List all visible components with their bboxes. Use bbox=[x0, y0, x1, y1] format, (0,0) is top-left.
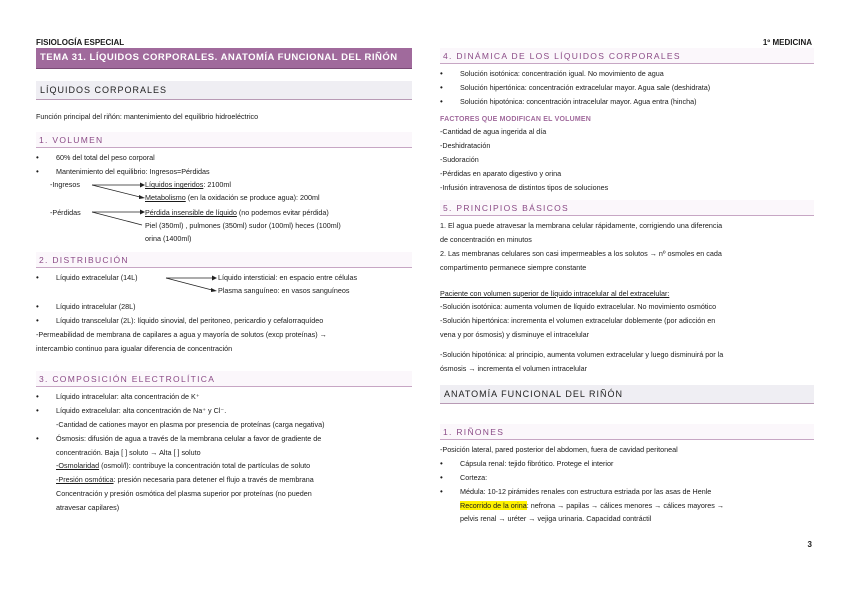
left-column bbox=[36, 48, 412, 515]
dinamica-hipertonica: • Solución hipertónica: concentración extracelular mayor. Agua sale (deshidrata) bbox=[440, 81, 814, 95]
rinones-medula: • Médula: 10-12 pirámides renales con estructura estriada por las asas de Henle bbox=[440, 485, 814, 499]
recorrido-orina-path: : nefrona → papilas → cálices menores → cálices mayores → bbox=[526, 500, 725, 510]
plasma-sanguineo: Plasma sanguíneo: en vasos sanguíneos bbox=[218, 286, 350, 296]
permeabilidad-line-1: -Permeabilidad de membrana de capilares a agua y mayoría de solutos (excp proteínas) → bbox=[36, 329, 327, 339]
perdida-insensible-note: (no podemos evitar pérdida) bbox=[236, 208, 329, 218]
distribucion-bullet-3: • Líquido transcelular (2L): líquido sinovial, del peritoneo, pericardio y cefalorraquídeo bbox=[36, 314, 412, 328]
page-title: TEMA 31. LÍQUIDOS CORPORALES. ANATOMÍA FUNCIONAL DEL RIÑÓN bbox=[36, 48, 412, 69]
heading-principios: 5. PRINCIPIOS BÁSICOS bbox=[440, 200, 814, 216]
recorrido-orina-highlight: Recorrido de la orina bbox=[460, 500, 527, 510]
factor-4: -Pérdidas en aparato digestivo y orina bbox=[440, 168, 562, 178]
factor-5: -Infusión intravenosa de distintos tipos de soluciones bbox=[440, 182, 609, 192]
volumen-bullet-1: • 60% del total del peso corporal bbox=[36, 151, 412, 165]
principio-2a: 2. Las membranas celulares son casi impermeables a los solutos → nº osmoles en cada bbox=[440, 248, 722, 258]
heading-composicion: 3. COMPOSICIÓN ELECTROLÍTICA bbox=[36, 371, 412, 387]
permeabilidad-line-2: intercambio continuo para igualar diferencia de concentración bbox=[36, 343, 233, 353]
composicion-bullet-1: • Líquido intracelular: alta concentración de K⁺ bbox=[36, 390, 412, 404]
liquidos-ingeridos-value: : 2100ml bbox=[203, 180, 231, 190]
rinones-recorrido-cont: pelvis renal → uréter → vejiga urinaria. Capacidad contráctil bbox=[460, 514, 652, 524]
principio-2b: compartimento permanece siempre constante bbox=[440, 262, 587, 272]
heading-dinamica: 4. DINÁMICA DE LOS LÍQUIDOS CORPORALES bbox=[440, 48, 814, 64]
header-course: 1º MEDICINA bbox=[762, 38, 812, 47]
distribucion-bullet-1: • Líquido extracelular (14L) bbox=[36, 271, 138, 285]
perdidas-label: -Pérdidas bbox=[50, 208, 81, 218]
paciente-hipotonica-a: -Solución hipotónica: al principio, aumenta volumen extracelular y luego disminuirá por la bbox=[440, 349, 724, 359]
ingresos-perdidas-diagram bbox=[36, 178, 412, 234]
composicion-osmosis: • Ósmosis: difusión de agua a través de la membrana celular a favor de gradiente de bbox=[36, 432, 412, 446]
ingresos-label: -Ingresos bbox=[50, 180, 80, 190]
section-anatomia: ANATOMÍA FUNCIONAL DEL RIÑÓN bbox=[440, 385, 814, 404]
rinones-recorrido bbox=[440, 499, 814, 513]
osmolaridad-def: (osmol/l): contribuye la concentración total de partículas de soluto bbox=[99, 461, 311, 471]
metabolismo: Metabolismo bbox=[145, 193, 186, 203]
heading-rinones: 1. RIÑONES bbox=[440, 424, 814, 440]
composicion-plasma: Concentración y presión osmótica del plasma superior por proteínas (no pueden bbox=[56, 488, 312, 498]
volumen-bullet-2: • Mantenimiento del equilibrio: Ingresos=Pérdidas bbox=[36, 165, 412, 179]
heading-factores: FACTORES QUE MODIFICAN EL VOLUMEN bbox=[440, 116, 592, 124]
perdida-insensible: Pérdida insensible de líquido bbox=[145, 208, 237, 218]
liquido-intersticial: Líquido intersticial: en espacio entre células bbox=[218, 273, 358, 283]
distribucion-bullet-2: • Líquido intracelular (28L) bbox=[36, 300, 412, 314]
paciente-hipertonica-b: vena y por ósmosis) y disminuye el intracelular bbox=[440, 329, 590, 339]
ingresos-item-2 bbox=[145, 191, 320, 205]
composicion-bullet-2: • Líquido extracelular: alta concentración de Na⁺ y Cl⁻. bbox=[36, 404, 412, 418]
rinones-capsula: • Cápsula renal: tejido fibrótico. Protege el interior bbox=[440, 457, 814, 471]
heading-distribucion: 2. DISTRIBUCIÓN bbox=[36, 252, 412, 268]
dinamica-isotonica: • Solución isotónica: concentración igual. No movimiento de agua bbox=[440, 67, 814, 81]
paciente-heading: Paciente con volumen superior de líquido intracelular al del extracelular: bbox=[440, 288, 670, 298]
composicion-osmolaridad bbox=[36, 459, 412, 473]
header-subject: FISIOLOGÍA ESPECIAL bbox=[36, 38, 125, 47]
dinamica-hipotonica: • Solución hipotónica: concentración intracelular mayor. Agua entra (hincha) bbox=[440, 95, 814, 109]
perdidas-arrows bbox=[92, 212, 152, 232]
extracelular-diagram bbox=[36, 271, 412, 299]
ingresos-arrows bbox=[92, 184, 152, 204]
perdidas-item-1 bbox=[145, 206, 329, 220]
osmolaridad-term: -Osmolaridad bbox=[56, 461, 100, 471]
liquidos-ingeridos: Líquidos ingeridos bbox=[145, 180, 204, 190]
composicion-presion bbox=[36, 473, 412, 487]
heading-volumen: 1. VOLUMEN bbox=[36, 132, 412, 148]
rinones-posicion: -Posición lateral, pared posterior del abdomen, fuera de cavidad peritoneal bbox=[440, 445, 678, 455]
paciente-isotonica: -Solución isotónica: aumenta volumen de líquido extracelular. No movimiento osmótico bbox=[440, 302, 717, 312]
metabolismo-value: (en la oxidación se produce agua): 200ml bbox=[185, 193, 320, 203]
ingresos-item-1 bbox=[145, 178, 231, 192]
section-liquidos-corporales: LÍQUIDOS CORPORALES bbox=[36, 81, 412, 100]
funcion-principal: Función principal del riñón: mantenimiento del equilibrio hidroeléctrico bbox=[36, 112, 259, 121]
principio-1b: de concentración en minutos bbox=[440, 235, 532, 245]
right-column bbox=[440, 48, 814, 526]
presion-osmotica-term: -Presión osmótica bbox=[56, 475, 114, 485]
perdidas-item-2: Piel (350ml) , pulmones (350ml) sudor (100ml) heces (100ml) bbox=[145, 221, 341, 231]
composicion-cationes: -Cantidad de cationes mayor en plasma por presencia de proteínas (carga negativa) bbox=[56, 419, 325, 429]
perdidas-item-3: orina (1400ml) bbox=[145, 234, 192, 244]
composicion-plasma-cont: atravesar capilares) bbox=[56, 502, 120, 512]
page-number: 3 bbox=[807, 540, 812, 549]
principio-1a: 1. El agua puede atravesar la membrana celular rápidamente, corrigiendo una diferencia bbox=[440, 221, 723, 231]
composicion-osmosis-cont: concentración. Baja [ ] soluto → Alta [ ] soluto bbox=[56, 447, 201, 457]
paciente-hipotonica-b: ósmosis → incrementa el volumen intracelular bbox=[440, 363, 588, 373]
paciente-hipertonica-a: -Solución hipertónica: incrementa el volumen extracelular doblemente (por adicción en bbox=[440, 316, 716, 326]
factor-3: -Sudoración bbox=[440, 154, 479, 164]
rinones-corteza: • Corteza: bbox=[440, 471, 814, 485]
factor-2: -Deshidratación bbox=[440, 141, 491, 151]
factor-1: -Cantidad de agua ingerida al día bbox=[440, 127, 547, 137]
presion-osmotica-def: : presión necesaria para detener el flujo a través de membrana bbox=[113, 475, 314, 485]
